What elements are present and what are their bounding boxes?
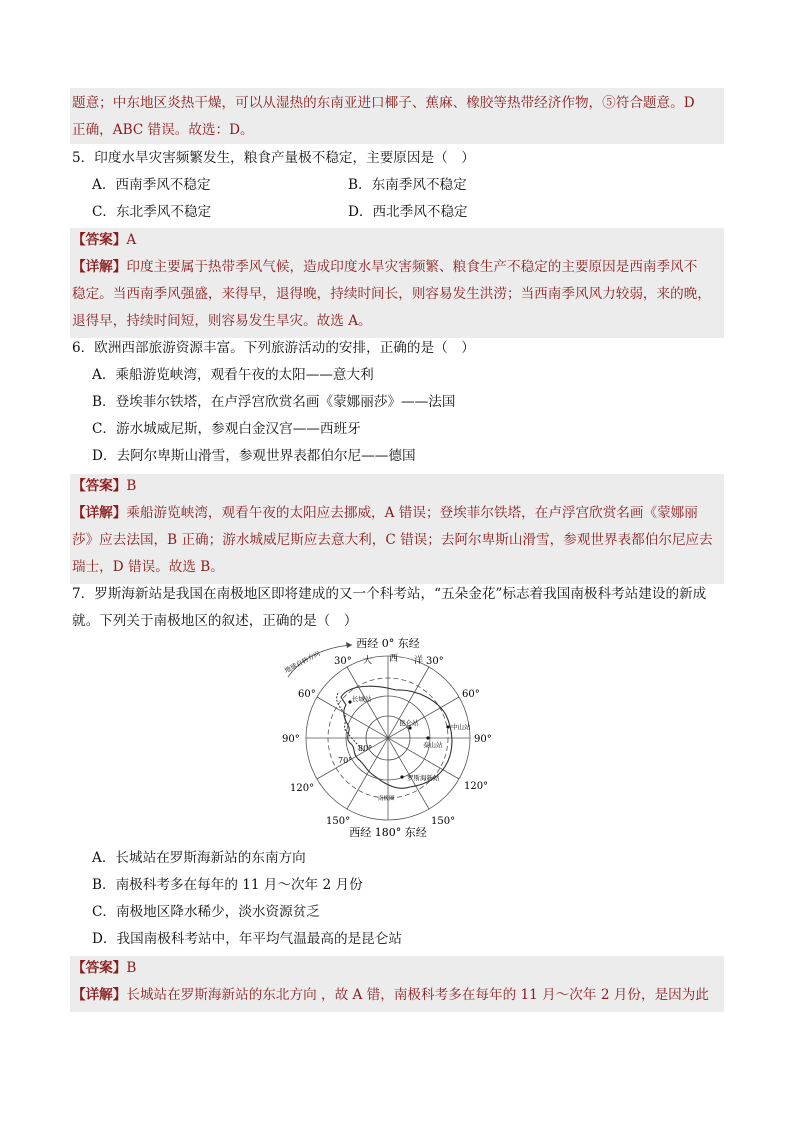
- question-7-stem: 7．罗斯海新站是我国在南极地区即将建成的又一个科考站，“五朵金花”标志着我国南极科考站建设的新成: [72, 586, 707, 602]
- rotation-arrow-head: [346, 642, 352, 648]
- lat-label: 70°: [338, 756, 353, 765]
- zhongshan-marker: [446, 725, 449, 728]
- deg-label: 60°: [298, 689, 316, 700]
- detail-text: 长城站在罗斯海新站的东北方向 ，故 A 错，南极科考多在每年的 11 月～次年 2 月份，是因为此: [126, 987, 709, 1003]
- q5-detail-line: 稳定。当西南季风强盛，来得早，退得晚，持续时间长，则容易发生洪涝；当西南季风风力较弱，来的晚，: [72, 286, 711, 302]
- deg-label: 60°: [462, 689, 480, 700]
- q5-detail-line: 退得早，持续时间短，则容易发生旱灾。故选 A。: [72, 313, 372, 329]
- explanation-line: 题意；中东地区炎热干燥，可以从湿热的东南亚进口椰子、蕉麻、橡胶等热带经济作物，⑤符合题意。D: [72, 95, 695, 111]
- ocean-label: 大: [363, 656, 373, 666]
- rotation-label: 地球自转方向: [283, 649, 322, 675]
- q6-answer: [72, 473, 136, 500]
- antarctica-polar-map: [268, 635, 508, 840]
- station-label: 长城站: [352, 695, 372, 703]
- deg-label: 30°: [426, 656, 444, 667]
- answer-value: B: [126, 960, 137, 976]
- answer-tag: 【答案】: [72, 232, 127, 248]
- q7-answer: [72, 955, 136, 982]
- question-7-stem: 就。下列关于南极地区的叙述，正确的是（ ）: [72, 613, 358, 629]
- detail-text: 乘船游览峡湾，观看午夜的太阳应去挪威，A 错误；登埃菲尔铁塔，在卢浮宫欣赏名画《蒙娜丽: [126, 505, 698, 521]
- deg-label: 150°: [431, 816, 456, 827]
- detail-text: 印度主要属于热带季风气候，造成印度水旱灾害频繁、粮食生产不稳定的主要原因是西南季风不: [126, 259, 698, 275]
- answer-value: B: [126, 478, 137, 494]
- q5-answer: [72, 227, 136, 254]
- station-label: 罗斯海新站: [407, 774, 440, 782]
- ocean-label: 西: [389, 654, 399, 664]
- circle-label: 南极圈: [378, 796, 395, 802]
- q5-option-d: D．西北季风不稳定: [348, 204, 468, 220]
- deg-label: 90°: [474, 734, 492, 745]
- q5-option-b: B．东南季风不稳定: [348, 177, 467, 193]
- deg-label: 90°: [282, 734, 300, 745]
- q5-detail-line: [72, 254, 697, 281]
- q7-option-a: A．长城站在罗斯海新站的东南方向: [92, 850, 306, 866]
- ocean-label: 洋: [414, 656, 424, 666]
- q7-option-c: C．南极地区降水稀少，淡水资源贫乏: [92, 904, 320, 920]
- map-bottom-label: 西经 180° 东经: [349, 826, 427, 839]
- taishan-marker: [426, 736, 429, 739]
- station-label: 泰山站: [423, 741, 443, 749]
- deg-label: 120°: [464, 781, 489, 792]
- q6-detail-line: 莎》应去法国，B 正确；游水城威尼斯应去意大利，C 错误；去阿尔卑斯山滑雪，参观世界表都伯尔尼应去: [72, 532, 713, 548]
- deg-label: 150°: [326, 816, 351, 827]
- deg-label: 120°: [290, 783, 315, 794]
- q6-detail-line: 瑞士，D 错误。故选 B。: [72, 559, 224, 575]
- q6-option-c: C．游水城威尼斯，参观白金汉宫——西班牙: [92, 421, 361, 437]
- q6-option-d: D．去阿尔卑斯山滑雪，参观世界表都伯尔尼——德国: [92, 448, 416, 464]
- detail-tag: 【详解】: [72, 505, 127, 521]
- q7-option-b: B．南极科考多在每年的 11 月～次年 2 月份: [92, 877, 363, 893]
- q5-option-c: C．东北季风不稳定: [92, 204, 212, 220]
- detail-tag: 【详解】: [72, 987, 127, 1003]
- q7-option-d: D．我国南极科考站中，年平均气温最高的是昆仑站: [92, 931, 402, 947]
- q6-option-a: A．乘船游览峡湾，观看午夜的太阳——意大利: [92, 367, 374, 383]
- question-5-stem: 5．印度水旱灾害频繁发生，粮食产量极不稳定，主要原因是（ ）: [72, 150, 475, 166]
- rossnew-marker: [400, 775, 403, 778]
- map-top-label: 西经 0° 东经: [356, 637, 420, 650]
- station-label: 中山站: [451, 723, 471, 731]
- q7-detail-line: [72, 982, 709, 1009]
- q6-detail-line: [72, 500, 698, 527]
- q6-option-b: B．登埃菲尔铁塔，在卢浮宫欣赏名画《蒙娜丽莎》——法国: [92, 394, 456, 410]
- deg-label: 30°: [334, 656, 352, 667]
- question-6-stem: 6．欧洲西部旅游资源丰富。下列旅游活动的安排，正确的是（ ）: [72, 340, 475, 356]
- q5-option-a: A．西南季风不稳定: [92, 177, 211, 193]
- detail-tag: 【详解】: [72, 259, 127, 275]
- explanation-line: 正确，ABC 错误。故选：D。: [72, 122, 254, 138]
- answer-value: A: [126, 232, 137, 248]
- lat-label: 80°: [358, 744, 373, 753]
- answer-tag: 【答案】: [72, 960, 127, 976]
- station-label: 昆仑站: [399, 719, 419, 727]
- answer-tag: 【答案】: [72, 478, 127, 494]
